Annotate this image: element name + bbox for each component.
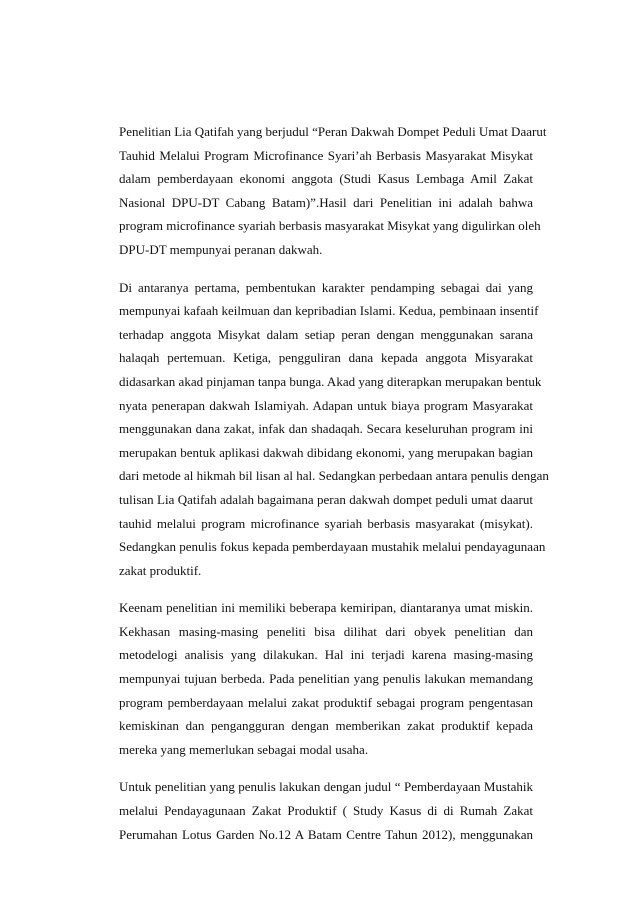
- paragraph: [119, 775, 533, 846]
- text-line: nyata penerapan dakwah Islamiyah. Adapan untuk biaya program Masyarakat: [119, 397, 533, 413]
- text-line: Sedangkan penulis fokus kepada pemberdayaan mustahik melalui pendayagunaan: [119, 539, 546, 555]
- text-line: Untuk penelitian yang penulis lakukan dengan judul “ Pemberdayaan Mustahik: [119, 779, 533, 795]
- text-line: terhadap anggota Misykat dalam setiap peran dengan menggunakan sarana: [119, 326, 533, 342]
- text-line: Nasional DPU-DT Cabang Batam)”.Hasil dari Penelitian ini adalah bahwa: [119, 194, 533, 210]
- text-line: merupakan bentuk aplikasi dakwah dibidang ekonomi, yang merupakan bagian: [119, 444, 533, 460]
- text-line: program microfinance syariah berbasis masyarakat Misykat yang digulirkan oleh: [119, 218, 541, 234]
- text-line: program pemberdayaan melalui zakat produktif sebagai program pengentasan: [119, 694, 533, 710]
- text-line: tulisan Lia Qatifah adalah bagaimana peran dakwah dompet peduli umat daarut: [119, 491, 533, 507]
- text-line: Tauhid Melalui Program Microfinance Syari’ah Berbasis Masyarakat Misykat: [119, 147, 533, 163]
- text-line: menggunakan dana zakat, infak dan shadaqah. Secara keseluruhan program ini: [119, 421, 533, 437]
- text-line: kemiskinan dan pengangguran dengan memberikan zakat produktif kepada: [119, 718, 533, 734]
- text-line: Keenam penelitian ini memiliki beberapa kemiripan, diantaranya umat miskin.: [119, 600, 533, 616]
- text-line: DPU-DT mempunyai peranan dakwah.: [119, 241, 323, 257]
- text-line: mereka yang memerlukan sebagai modal usaha.: [119, 741, 369, 757]
- document-body: [119, 120, 549, 860]
- text-line: mempunyai tujuan berbeda. Pada penelitian yang penulis lakukan memandang: [119, 671, 533, 687]
- text-line: zakat produktif.: [119, 562, 202, 578]
- text-line: Penelitian Lia Qatifah yang berjudul “Peran Dakwah Dompet Peduli Umat Daarut: [119, 124, 547, 139]
- text-line: Perumahan Lotus Garden No.12 A Batam Centre Tahun 2012), menggunakan: [119, 826, 533, 842]
- text-line: dalam pemberdayaan ekonomi anggota (Studi Kasus Lembaga Amil Zakat: [119, 171, 533, 187]
- text-line: melalui Pendayagunaan Zakat Produktif ( Study Kasus di di Rumah Zakat: [119, 803, 533, 819]
- text-line: Kekhasan masing-masing peneliti bisa dilihat dari obyek penelitian dan: [119, 623, 533, 639]
- text-line: Di antaranya pertama, pembentukan karakter pendamping sebagai dai yang: [119, 279, 533, 295]
- text-line: mempunyai kafaah keilmuan dan kepribadian Islami. Kedua, pembinaan insentif: [119, 303, 539, 319]
- text-line: halaqah pertemuan. Ketiga, pengguliran dana kepada anggota Misyarakat: [119, 350, 533, 366]
- paragraph: [119, 120, 547, 262]
- paragraph: [119, 596, 533, 761]
- text-line: dari metode al hikmah bil lisan al hal. Sedangkan perbedaan antara penulis dengan: [119, 468, 549, 484]
- paragraph: [119, 276, 549, 583]
- text-line: metodelogi analisis yang dilakukan. Hal ini terjadi karena masing-masing: [119, 647, 533, 663]
- text-line: didasarkan akad pinjaman tanpa bunga. Akad yang diterapkan merupakan bentuk: [119, 373, 542, 389]
- text-line: tauhid melalui program microfinance syariah berbasis masyarakat (misykat).: [119, 515, 533, 531]
